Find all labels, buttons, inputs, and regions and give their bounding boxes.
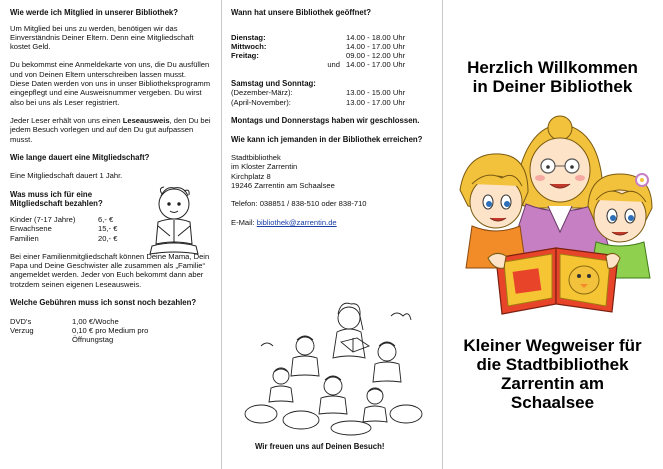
contact-question: Wie kann ich jemanden in der Bibliothek erreichen? [231,134,423,144]
phone-line: Telefon: 038851 / 838-510 oder 838-710 [231,199,367,209]
table-row: Kinder (7-17 Jahre) 6,- € [10,214,114,224]
table-row: und 14.00 - 17.00 Uhr [327,60,406,70]
membership-paragraph-2: Du bekommst eine Anmeldekarte von uns, die Du ausfüllen und von Deinen Eltern unterschreiben lassen musst. [10,60,210,79]
hours-table [231,33,405,70]
table-row: Mittwoch: 14.00 - 17.00 Uhr [231,41,406,51]
panel-cover [442,0,663,469]
address-line: im Kloster Zarrentin [231,162,298,172]
closed-notice: Montags und Donnerstags haben wir geschlossen. [231,115,420,125]
weekend-heading: Samstag und Sonntag: [231,78,316,88]
address-line: Stadtbibliothek [231,153,281,163]
membership-paragraph-1: Um Mitglied bei uns zu werden, benötigen wir das Einverständnis Deiner Eltern. Denn eine Mitgliedschaft kostet Geld. [10,23,194,52]
table-row: (Dezember-März): 13.00 - 15.00 Uhr [231,88,406,98]
table-row: Dienstag: 14.00 - 18.00 Uhr [231,32,406,42]
table-row: DVD's 1,00 €/Woche [10,316,119,326]
children-reading-book-illustration [456,108,656,318]
duration-answer: Eine Mitgliedschaft dauert 1 Jahr. [10,171,123,181]
membership-question: Wie werde ich Mitglied in unserer Bibliothek? [10,8,179,17]
panel-membership [0,0,221,469]
closing-slogan: Wir freuen uns auf Deinen Besuch! [255,442,385,451]
membership-paragraph-4: Jeder Leser erhält von uns einen Leseausweis, den Du bei jedem Besuch vorlegen und auf den Du gut aufpassen musst. [10,115,211,144]
other-fees-question: Welche Gebühren muss ich sonst noch bezahlen? [10,298,197,308]
fees-table [10,215,117,243]
email-line: E-Mail: bibliothek@zarrentin.de [231,217,337,227]
table-row: Freitag: 09.00 - 12.00 Uhr [231,51,406,61]
family-paragraph: Bei einer Familienmitgliedschaft können Deine Mama, Dein Papa und Deine Geschwister alle zusammen als „Familie“ angemeldet werden. Jeder von Euch bekommt dann aber trotzdem seinen eigenen Leseausweis. [10,251,210,289]
email-link[interactable]: bibliothek@zarrentin.de [256,217,337,227]
guide-title: Kleiner Wegweiser für die Stadtbibliothek Zarrentin am Schaalsee [463,336,642,412]
table-row: (April-November): 13.00 - 17.00 Uhr [231,97,406,107]
opening-question: Wann hat unsere Bibliothek geöffnet? [231,8,372,17]
membership-paragraph-3: Diese Daten werden von uns in unser Bibliotheksprogramm eingepflegt und eine Ausweisnummer vergeben. Du wirst also bei uns als Leser registriert. [10,79,211,107]
fees-question: Was muss ich für eine Mitgliedschaft bezahlen? [10,189,103,209]
table-row: Verzug 0,10 € pro Medium pro Öffnungstag [10,325,149,345]
address-line: Kirchplatz 8 [231,171,271,181]
address-line: 19246 Zarrentin am Schaalsee [231,181,335,191]
reading-child-illustration [140,182,208,260]
panel-opening-hours [221,0,442,469]
reading-group-illustration [241,296,426,436]
other-fees-table [10,317,182,345]
duration-question: Wie lange dauert eine Mitgliedschaft? [10,152,150,162]
weekend-table [231,88,405,107]
table-row: Erwachsene 15,- € [10,224,118,234]
table-row: Familien 20,- € [10,233,118,243]
welcome-heading: Herzlich Willkommen in Deiner Bibliothek [467,58,638,96]
